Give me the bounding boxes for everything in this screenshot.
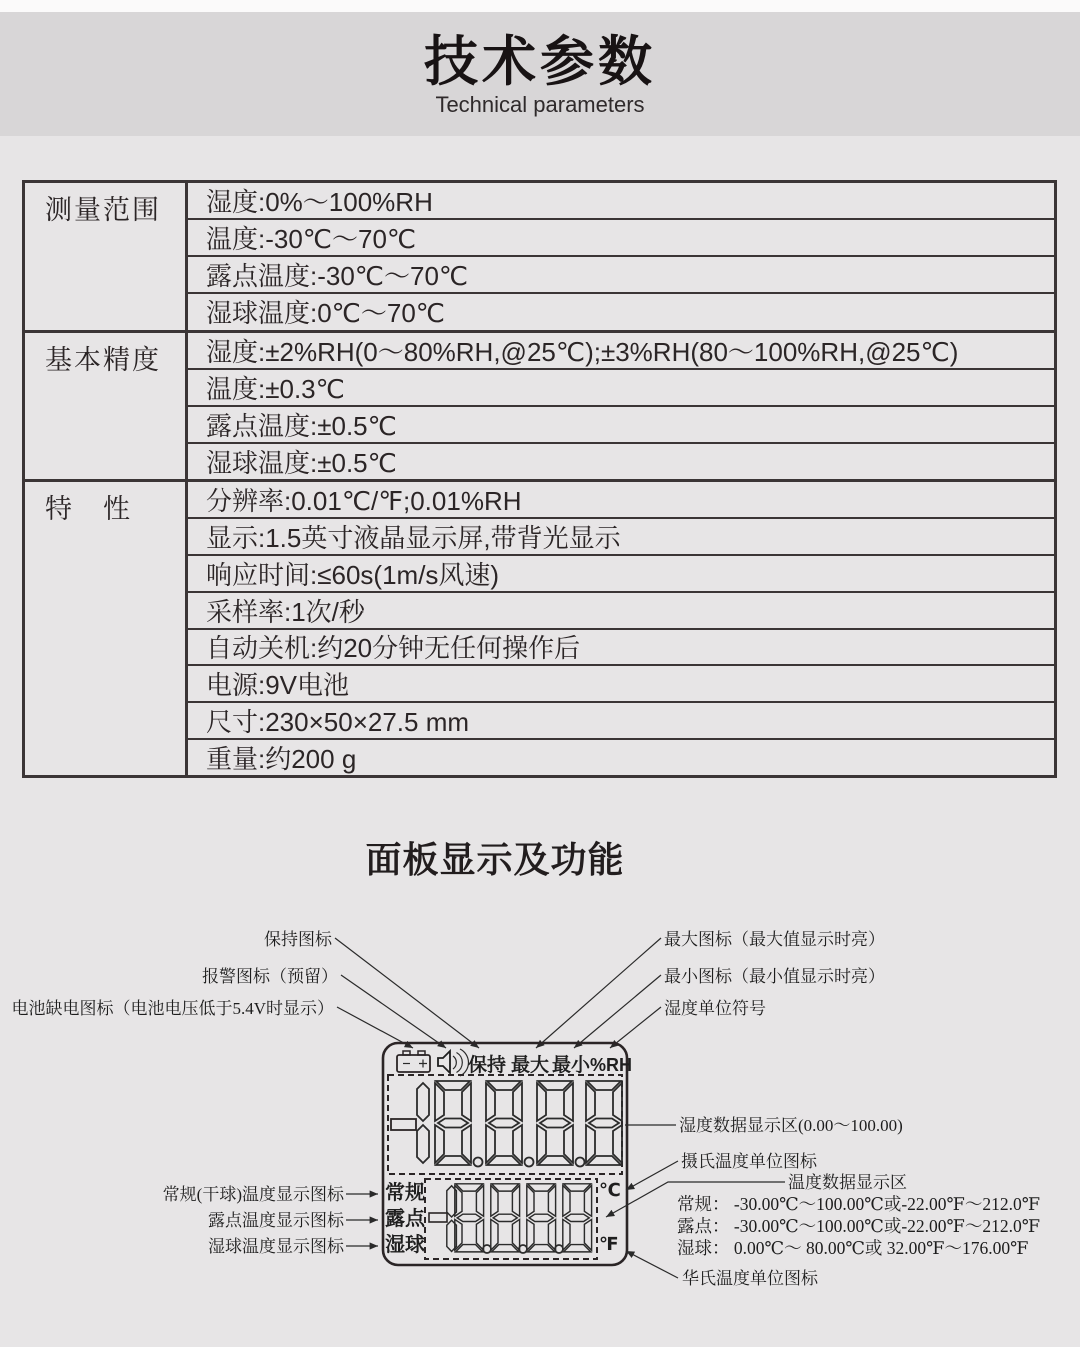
- lcd-rh-unit: %RH: [590, 1055, 633, 1075]
- lcd-celsius-unit: ℃: [599, 1180, 621, 1200]
- lcd-digit-8: [435, 1081, 471, 1165]
- label-humidity-unit: 湿度单位符号: [664, 999, 766, 1018]
- table-row: 湿度:±2%RH(0～80%RH,@25℃);±3%RH(80～100%RH,@25℃): [206, 336, 959, 367]
- table-row: 露点温度:±0.5℃: [188, 405, 1054, 442]
- lcd-hold-indicator: 保持: [468, 1055, 507, 1076]
- lcd-decimal-point: [474, 1158, 483, 1167]
- label-normal-temp-icon: 常规(干球)温度显示图标: [162, 1185, 344, 1204]
- spec-table: [22, 180, 1057, 778]
- label-battery-icon: 电池缺电图标（电池电压低于5.4V时显示）: [11, 999, 334, 1018]
- callout-line-min: [574, 975, 661, 1048]
- label-range-normal: 常规： -30.00℃～100.00℃或-22.00℉～212.0℉: [677, 1194, 1041, 1214]
- label-wet-temp-icon: 湿球温度显示图标: [208, 1237, 344, 1256]
- lcd-normal-indicator: 常规: [385, 1182, 425, 1204]
- label-celsius-unit-icon: 摄氏温度单位图标: [681, 1152, 817, 1171]
- table-row: 响应时间:≤60s(1m/s风速): [188, 554, 1054, 591]
- table-row: 分辨率:0.01℃/℉;0.01%RH: [206, 485, 522, 516]
- lcd-digit-8: [527, 1184, 556, 1252]
- top-strip: [0, 0, 1080, 12]
- lcd-digit-8: [563, 1184, 592, 1252]
- title-band: [0, 12, 1080, 136]
- label-fahrenheit-unit-icon: 华氏温度单位图标: [682, 1269, 818, 1288]
- lcd-max-indicator: 最大: [511, 1055, 550, 1076]
- lcd-panel-diagram: [0, 897, 1080, 1347]
- lcd-decimal-point: [525, 1158, 534, 1167]
- callout-line-rh: [610, 1007, 661, 1048]
- lcd-digit-8: [491, 1184, 520, 1252]
- panel-section-title: 面板显示及功能: [365, 839, 625, 880]
- table-row: 自动关机:约20分钟无任何操作后: [188, 628, 1054, 665]
- table-row: 采样率:1次/秒: [188, 591, 1054, 628]
- section-header: 基本精度: [25, 333, 188, 480]
- callout-line-hold: [335, 938, 479, 1048]
- label-alarm-icon: 报警图标（预留）: [202, 967, 338, 986]
- label-hold-icon: 保持图标: [264, 930, 332, 949]
- label-temp-data-area: 温度数据显示区: [788, 1173, 907, 1192]
- page-title: 技术参数: [424, 32, 656, 92]
- label-min-icon: 最小图标（最小值显示时亮）: [664, 967, 885, 986]
- table-row: 电源:9V电池: [188, 664, 1054, 701]
- label-range-wet: 湿球： 0.00℃～ 80.00℃或 32.00℉～176.00℉: [677, 1238, 1029, 1258]
- page-subtitle: Technical parameters: [435, 92, 645, 117]
- callout-line-celsius: [626, 1161, 678, 1190]
- spec-section-accuracy: [25, 330, 1054, 480]
- lcd-digit-8: [586, 1081, 622, 1165]
- table-row: 显示:1.5英寸液晶显示屏,带背光显示: [188, 517, 1054, 554]
- lcd-digit-8: [537, 1081, 573, 1165]
- lcd-wet-indicator: 湿球: [385, 1234, 425, 1256]
- label-humidity-data-area: 湿度数据显示区(0.00～100.00): [679, 1116, 903, 1135]
- table-row: 湿度:0%～100%RH: [206, 187, 433, 218]
- lcd-frame: [383, 1043, 627, 1265]
- lcd-decimal-point: [576, 1158, 585, 1167]
- lcd-digit-one: [417, 1083, 429, 1163]
- callout-line-fahrenheit: [626, 1251, 678, 1278]
- table-row: 湿球温度:0℃～70℃: [188, 292, 1054, 329]
- table-row: 温度:±0.3℃: [188, 368, 1054, 405]
- spec-section-range: [25, 183, 1054, 330]
- lcd-minus-sign: [429, 1213, 447, 1222]
- lcd-digit-8: [455, 1184, 484, 1252]
- label-dew-temp-icon: 露点温度显示图标: [208, 1211, 344, 1230]
- spec-section-features: [25, 479, 1054, 775]
- table-row: 露点温度:-30℃～70℃: [188, 255, 1054, 292]
- speaker-icon: [438, 1049, 468, 1076]
- table-row: 尺寸:230×50×27.5 mm: [188, 701, 1054, 738]
- lcd-fahrenheit-unit: ℉: [599, 1234, 619, 1254]
- table-row: 湿球温度:±0.5℃: [188, 442, 1054, 479]
- lcd-minus-sign: [391, 1119, 416, 1130]
- battery-icon: [397, 1051, 430, 1072]
- callout-line-max: [536, 938, 661, 1048]
- table-row: 温度:-30℃～70℃: [188, 218, 1054, 255]
- lcd-min-indicator: 最小: [552, 1055, 591, 1076]
- label-range-dew: 露点： -30.00℃～100.00℃或-22.00℉～212.0℉: [677, 1216, 1041, 1236]
- section-header: 测量范围: [25, 183, 188, 330]
- lcd-dew-indicator: 露点: [385, 1208, 425, 1230]
- section-header: 特 性: [25, 482, 188, 775]
- table-row: 重量:约200 g: [188, 738, 1054, 775]
- lcd-digit-8: [486, 1081, 522, 1165]
- label-max-icon: 最大图标（最大值显示时亮）: [664, 930, 885, 949]
